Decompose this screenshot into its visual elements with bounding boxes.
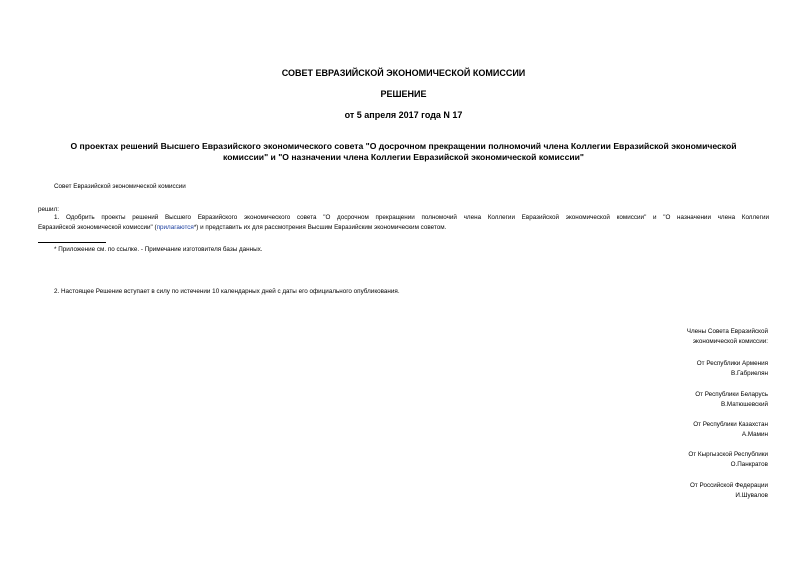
decision-item-1 xyxy=(38,213,769,233)
decision-item-2: 2. Настоящее Решение вступает в силу по истечении 10 календарных дней с даты его официального опубликования. xyxy=(54,288,400,295)
document-title-line-2: комиссии" и "О назначении члена Коллегии Евразийской экономической комиссии" xyxy=(223,152,584,162)
signature-country: От Республики Казахстан xyxy=(693,421,768,428)
decision-item-1-line-2a: Евразийской экономической комиссии" ( xyxy=(38,224,157,231)
signature-block-kazakhstan xyxy=(693,420,768,440)
signature-block-armenia xyxy=(697,359,768,379)
signatures-heading-line-1: Члены Совета Евразийской xyxy=(686,328,768,335)
signature-name: О.Панкратов xyxy=(730,461,768,468)
document-type-heading: РЕШЕНИЕ xyxy=(380,89,427,99)
decision-item-1-line-2b: *) и представить их для рассмотрения Высшим Евразийским экономическим советом. xyxy=(193,224,447,231)
signature-name: В.Габриелян xyxy=(731,370,768,377)
signatures-heading-line-2: экономической комиссии: xyxy=(692,338,768,345)
document-date-number: от 5 апреля 2017 года N 17 xyxy=(344,110,463,120)
signature-block-russia xyxy=(690,481,768,501)
issuing-body-heading: СОВЕТ ЕВРАЗИЙСКОЙ ЭКОНОМИЧЕСКОЙ КОМИССИИ xyxy=(281,68,526,78)
signatures-heading xyxy=(687,327,768,347)
signature-name: В.Матюшевский xyxy=(720,401,768,408)
preamble-text: Совет Евразийской экономической комиссии xyxy=(54,183,186,190)
decision-item-1-line-1: 1. Одобрить проекты решений Высшего Евразийского экономического совета "О досрочном прекращении полномочий члена Коллегии Евразийской экономической комиссии" и "О назначении члена Коллегии xyxy=(54,214,769,221)
signature-country: От Российской Федерации xyxy=(689,482,768,489)
attachment-link[interactable]: прилагаются xyxy=(156,224,194,231)
signature-country: От Республики Беларусь xyxy=(695,391,768,398)
signature-block-kyrgyzstan xyxy=(688,450,768,470)
footnote-text: * Приложение см. по ссылке. - Примечание изготовителя базы данных. xyxy=(54,246,263,253)
signature-name: И.Шувалов xyxy=(735,492,768,499)
document-title-line-1: О проектах решений Высшего Евразийского экономического совета "О досрочном прекращении полномочий члена Коллегии Евразийской экономической xyxy=(70,141,737,151)
signature-country: От Республики Армения xyxy=(696,360,768,367)
signature-country: От Кыргызской Республики xyxy=(688,451,768,458)
decided-text: решил: xyxy=(38,206,59,213)
signature-block-belarus xyxy=(695,390,768,410)
document-title xyxy=(50,141,757,163)
signature-name: А.Мамин xyxy=(741,431,768,438)
footnote-divider xyxy=(38,242,106,243)
